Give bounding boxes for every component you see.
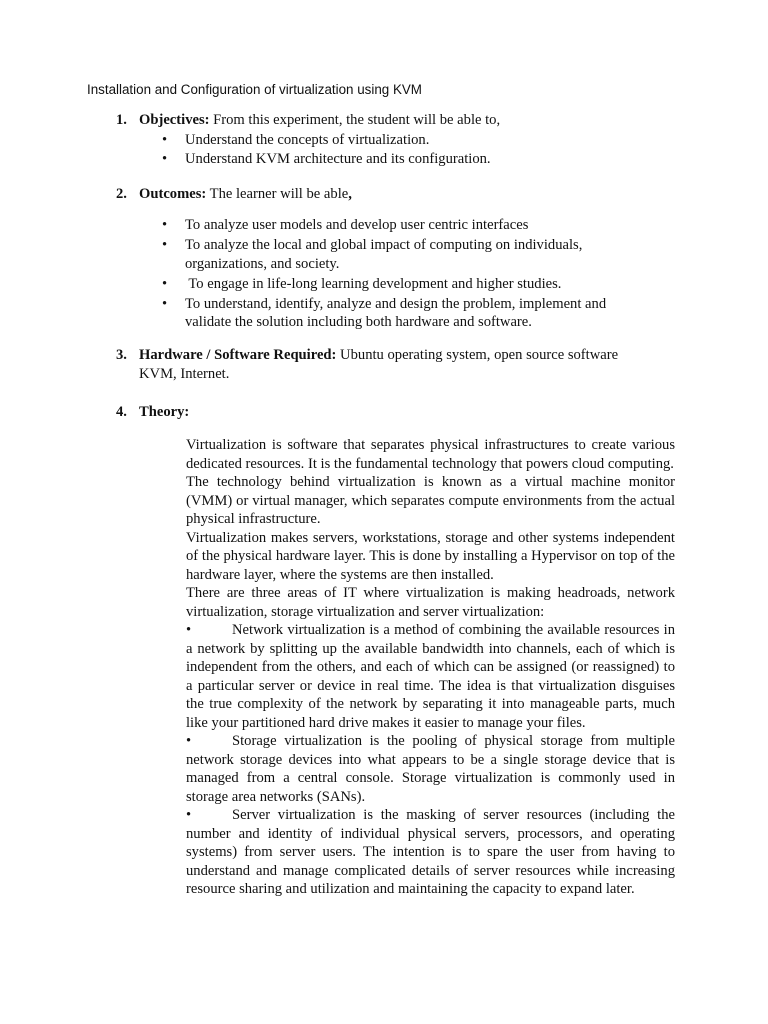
- theory-bullet-paragraph: • Server virtualization is the masking of server resources (including the number and identity of individual physical servers, processors, and operating systems) from server users. The intention is to spare the user from having to understand and manage complicated details of server resources while increasing resource sharing and utilization and maintaining the capacity to expand later.: [186, 807, 675, 897]
- bullet-icon: •: [162, 132, 168, 148]
- theory-paragraph: The technology behind virtualization is known as a virtual machine monitor (VMM) or virtual manager, which separates compute environments from the actual physical infrastructure.: [186, 474, 675, 527]
- bullet-icon: •: [162, 237, 168, 253]
- bullet-icon: •: [186, 622, 192, 638]
- outcomes-text: The learner will be able: [206, 186, 349, 202]
- bullet-icon: •: [186, 733, 192, 749]
- hardware-text: Ubuntu operating system, open source software KVM, Internet.: [139, 347, 619, 382]
- list-item: • To analyze the local and global impact of computing on individuals, organizations, and society.: [162, 237, 583, 272]
- objectives-text: From this experiment, the student will be able to,: [209, 112, 501, 128]
- theory-paragraph: Virtualization makes servers, workstations, storage and other systems independent of the physical hardware layer. This is done by installing a Hypervisor on top of the hardware layer, where the systems are then installed.: [186, 529, 675, 583]
- outcomes-punct: ,: [348, 186, 352, 202]
- page-title: Installation and Configuration of virtualization using KVM: [87, 82, 422, 97]
- bullet-icon: •: [186, 807, 192, 823]
- bullet-icon: •: [162, 295, 168, 312]
- bullet-icon: •: [162, 150, 168, 167]
- hardware-heading: Hardware / Software Required:: [139, 347, 337, 363]
- objectives-list: [160, 131, 640, 168]
- theory-bullet-paragraph: • Storage virtualization is the pooling of physical storage from multiple network storage devices into what appears to be a single storage device that is managed from a central console. Storage virtualization is commonly used in storage area networks (SANs).: [186, 733, 675, 805]
- objectives-heading: Objectives:: [139, 112, 210, 128]
- theory-bullet-paragraph: • Network virtualization is a method of combining the available resources in a network by splitting up the available bandwidth into channels, each of which is independent from the others, and each of which can be assigned (or reassigned) to a particular server or device in real time. The idea is that virtualization disguises the true complexity of the network by separating it into manageable parts, much like your partitioned hard drive makes it easier to manage your files.: [186, 622, 675, 731]
- theory-section: [116, 403, 416, 422]
- outcomes-list: [160, 216, 630, 333]
- outcomes-section: [116, 185, 556, 204]
- objectives-number: 1.: [116, 112, 127, 128]
- theory-paragraph: There are three areas of IT where virtualization is making headroads, network virtualization, storage virtualization and server virtualization:: [186, 585, 675, 620]
- outcomes-number: 2.: [116, 186, 127, 202]
- list-item: • To engage in life-long learning development and higher studies.: [162, 275, 562, 292]
- list-item: • To understand, identify, analyze and design the problem, implement and validate the solution including both hardware and software.: [162, 295, 607, 330]
- list-item: • Understand KVM architecture and its configuration.: [162, 150, 491, 167]
- outcomes-heading: Outcomes:: [139, 186, 207, 202]
- theory-number: 4.: [116, 404, 127, 420]
- bullet-icon: •: [162, 217, 168, 233]
- hardware-section: [116, 346, 656, 383]
- theory-paragraph: Virtualization is software that separates physical infrastructures to create various dedicated resources. It is the fundamental technology that powers cloud computing.: [186, 437, 675, 472]
- hardware-number: 3.: [116, 347, 127, 363]
- theory-heading: Theory:: [139, 404, 190, 420]
- bullet-icon: •: [162, 275, 168, 292]
- list-item: • To analyze user models and develop user centric interfaces: [162, 217, 529, 233]
- objectives-section: [116, 111, 556, 130]
- list-item: • Understand the concepts of virtualization.: [162, 132, 430, 148]
- theory-body: [186, 436, 675, 899]
